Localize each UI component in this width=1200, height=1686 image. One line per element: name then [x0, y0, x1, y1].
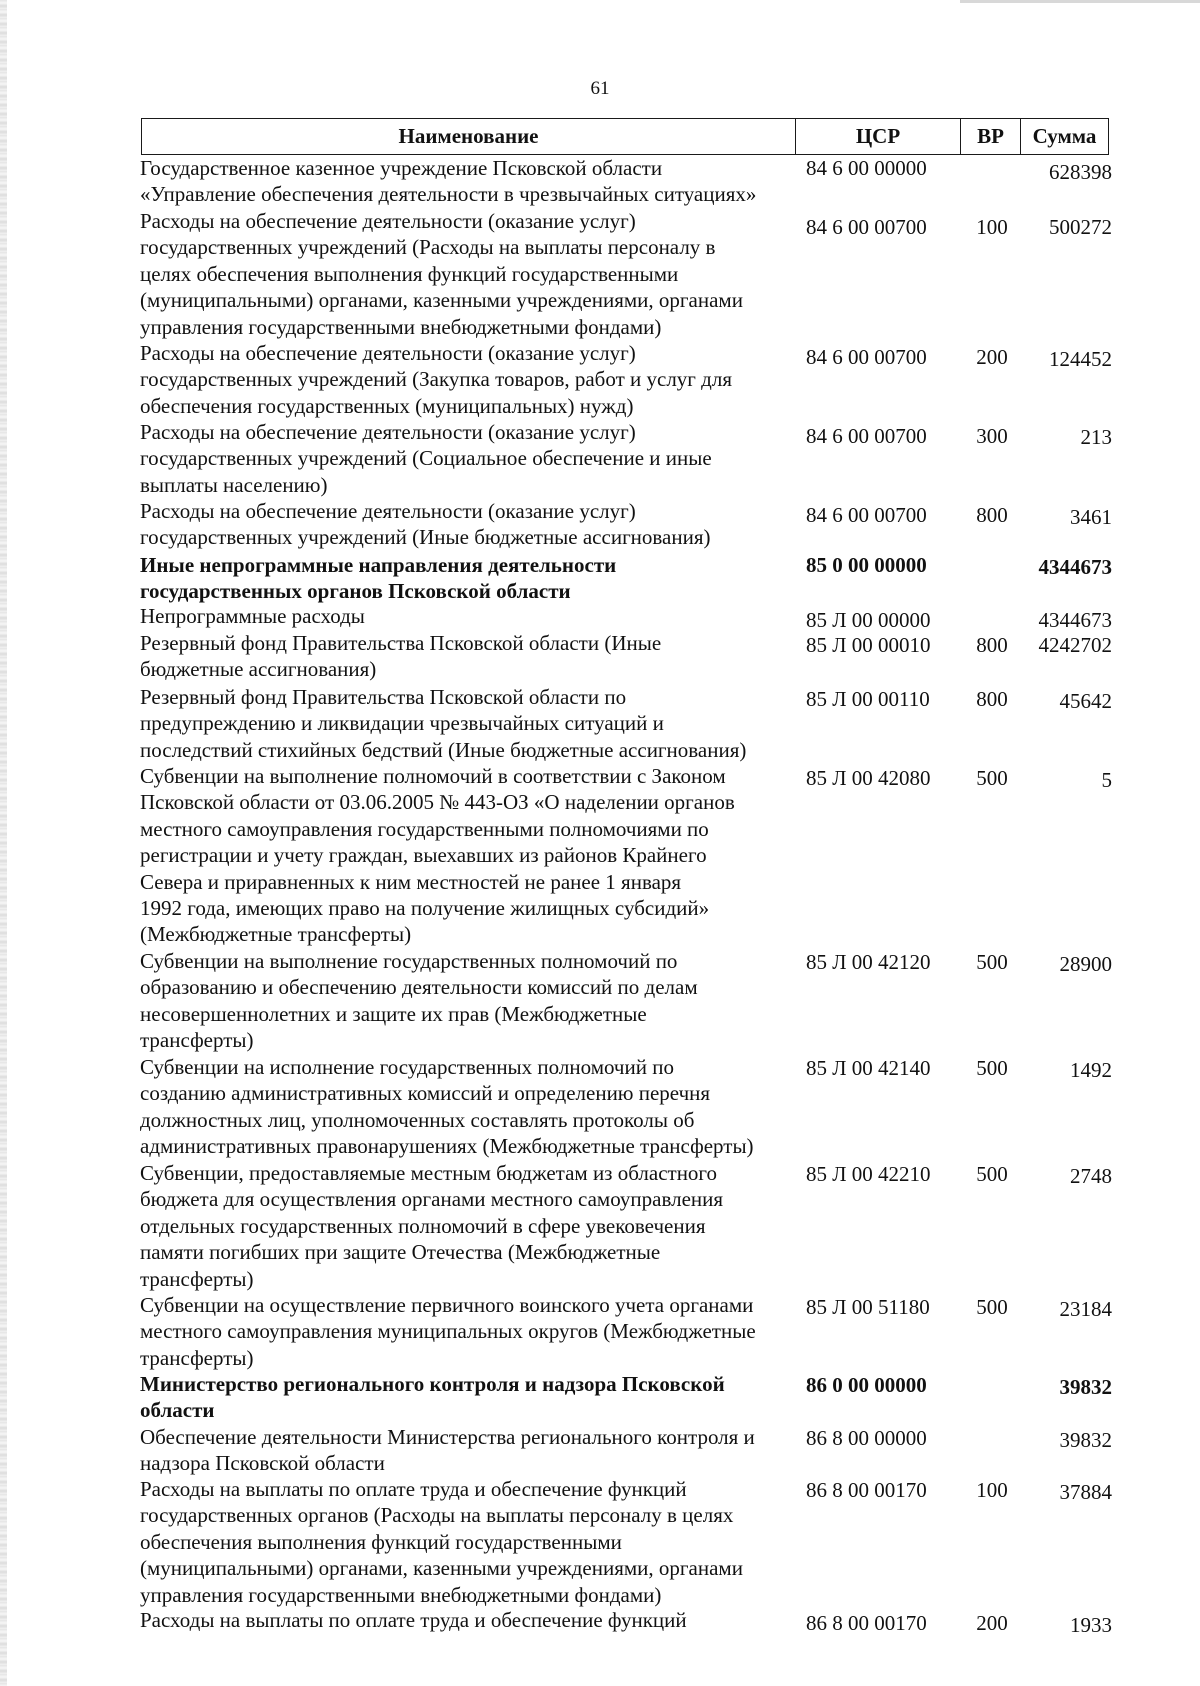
header-csr: ЦСР	[796, 119, 961, 154]
row-name: Субвенции на исполнение государственных полномочий по созданию административных комиссий и определению перечня должностных лиц, уполномоченных составлять протоколы об административных правонарушениях (Межбюджетные трансферты)	[140, 1055, 754, 1159]
row-sum: 500272	[1049, 215, 1112, 239]
row-name: Непрограммные расходы	[140, 604, 365, 628]
row-name: Субвенции, предоставляемые местным бюджетам из областного бюджета для осуществления органами местного самоуправления отдельных государственных полномочий в сфере увековечения памяти погибших при защите Отечества (Межбюджетные трансферты)	[140, 1161, 724, 1291]
row-csr: 85 Л 00 00000	[806, 608, 931, 632]
row-sum: 4242702	[1038, 633, 1112, 657]
row-vr: 500	[976, 950, 1008, 974]
row-csr: 85 Л 00 00010	[806, 633, 931, 657]
row-name: Расходы на обеспечение деятельности (оказание услуг) государственных учреждений (Иные бюджетные ассигнования)	[140, 499, 711, 550]
row-name: Обеспечение деятельности Министерства регионального контроля и надзора Псковской области	[140, 1425, 755, 1476]
row-name: Расходы на выплаты по оплате труда и обеспечение функций	[140, 1608, 687, 1632]
row-name: Министерство регионального контроля и надзора Псковской области	[140, 1372, 725, 1423]
row-vr: 800	[976, 633, 1008, 657]
row-sum: 1933	[1070, 1613, 1112, 1637]
row-csr: 86 8 00 00170	[806, 1611, 927, 1635]
row-sum: 628398	[1049, 160, 1112, 184]
row-name: Субвенции на выполнение полномочий в соответствии с Законом Псковской области от 03.06.2005 № 443-ОЗ «О наделении органов местного самоуправления государственными полномочиями по регистрации и учету граждан, выехавших из районов Крайнего Севера и приравненных к ним местностей не ранее 1 января 1992 года, имеющих право на получение жилищных субсидий» (Межбюджетные трансферты)	[140, 764, 735, 947]
row-csr: 86 8 00 00170	[806, 1478, 927, 1502]
header-vr: ВР	[961, 119, 1021, 154]
page-number: 61	[590, 78, 610, 99]
header-name: Наименование	[142, 119, 796, 154]
row-sum: 45642	[1059, 689, 1112, 713]
row-csr: 85 Л 00 42140	[806, 1056, 931, 1080]
row-name: Резервный фонд Правительства Псковской области по предупреждению и ликвидации чрезвычайных ситуаций и последствий стихийных бедствий (Иные бюджетные ассигнования)	[140, 685, 747, 762]
row-sum: 39832	[1059, 1428, 1112, 1452]
row-vr: 200	[976, 1611, 1008, 1635]
row-name: Иные непрограммные направления деятельности государственных органов Псковской области	[140, 553, 617, 604]
row-sum: 1492	[1070, 1058, 1112, 1082]
row-vr: 500	[976, 1162, 1008, 1186]
row-csr: 86 0 00 00000	[806, 1373, 927, 1397]
row-name: Субвенции на выполнение государственных полномочий по образованию и обеспечению деятельности комиссий по делам несовершеннолетних и защите их прав (Межбюджетные трансферты)	[140, 949, 698, 1053]
row-sum: 23184	[1059, 1297, 1112, 1321]
scan-edge-top	[960, 0, 1200, 3]
row-csr: 84 6 00 00700	[806, 424, 927, 448]
scan-edge-left	[0, 0, 7, 1686]
row-vr: 200	[976, 345, 1008, 369]
row-name: Расходы на выплаты по оплате труда и обеспечение функций государственных органов (Расходы на выплаты персоналу в целях обеспечения выполнения функций государственными (муниципальными) органами, казенными учреждениями, органами управления государственными внебюджетными фондами)	[140, 1477, 743, 1607]
row-sum: 2748	[1070, 1164, 1112, 1188]
row-csr: 84 6 00 00000	[806, 156, 927, 180]
row-vr: 800	[976, 503, 1008, 527]
row-csr: 85 Л 00 42210	[806, 1162, 931, 1186]
row-sum: 39832	[1059, 1375, 1112, 1399]
row-name: Субвенции на осуществление первичного воинского учета органами местного самоуправления муниципальных округов (Межбюджетные трансферты)	[140, 1293, 756, 1370]
row-name: Государственное казенное учреждение Псковской области «Управление обеспечения деятельности в чрезвычайных ситуациях»	[140, 156, 757, 207]
row-vr: 500	[976, 1295, 1008, 1319]
row-csr: 85 Л 00 42120	[806, 950, 931, 974]
row-csr: 85 Л 00 00110	[806, 687, 930, 711]
row-csr: 84 6 00 00700	[806, 345, 927, 369]
row-csr: 85 0 00 00000	[806, 553, 927, 577]
row-vr: 100	[976, 1478, 1008, 1502]
row-sum: 28900	[1059, 952, 1112, 976]
row-name: Расходы на обеспечение деятельности (оказание услуг) государственных учреждений (Социальное обеспечение и иные выплаты населению)	[140, 420, 712, 497]
row-vr: 800	[976, 687, 1008, 711]
row-vr: 500	[976, 1056, 1008, 1080]
row-vr: 100	[976, 215, 1008, 239]
row-sum: 213	[1080, 425, 1112, 449]
row-vr: 500	[976, 766, 1008, 790]
row-sum: 4344673	[1038, 555, 1112, 579]
row-sum: 3461	[1070, 505, 1112, 529]
row-sum: 37884	[1059, 1480, 1112, 1504]
row-sum: 124452	[1049, 347, 1112, 371]
row-name: Резервный фонд Правительства Псковской области (Иные бюджетные ассигнования)	[140, 631, 662, 682]
row-name: Расходы на обеспечение деятельности (оказание услуг) государственных учреждений (Закупка товаров, работ и услуг для обеспечения государственных (муниципальных) нужд)	[140, 341, 732, 418]
row-csr: 85 Л 00 42080	[806, 766, 931, 790]
row-csr: 84 6 00 00700	[806, 215, 927, 239]
row-csr: 85 Л 00 51180	[806, 1295, 930, 1319]
row-sum: 4344673	[1038, 608, 1112, 632]
row-csr: 84 6 00 00700	[806, 503, 927, 527]
table-header	[141, 118, 1109, 155]
row-csr: 86 8 00 00000	[806, 1426, 927, 1450]
row-sum: 5	[1101, 768, 1112, 792]
row-name: Расходы на обеспечение деятельности (оказание услуг) государственных учреждений (Расходы на выплаты персоналу в целях обеспечения выполнения функций государственными (муниципальными) органами, казенными учреждениями, органами управления государственными внебюджетными фондами)	[140, 209, 743, 339]
row-vr: 300	[976, 424, 1008, 448]
header-sum: Сумма	[1032, 124, 1097, 148]
